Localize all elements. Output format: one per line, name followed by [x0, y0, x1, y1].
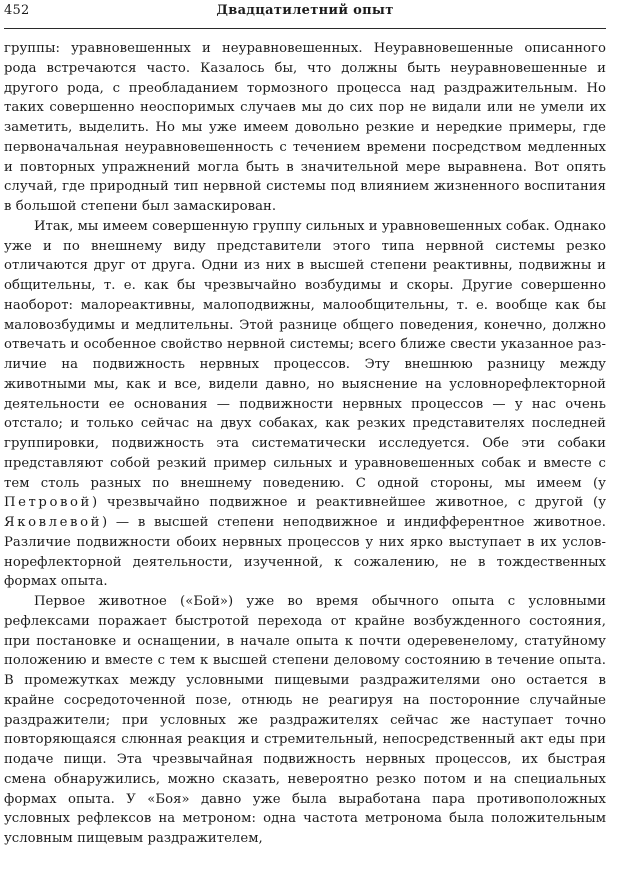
paragraph-text: ) чрезвычайно подвижное и реактивнейшее животное, с другой (у	[91, 495, 606, 511]
body-text	[4, 39, 606, 849]
paragraph-text: Итак, мы имеем совершенную группу сильных и уравновешенных собак. Однако уже и по внешнему виду представители этого типа нервной системы резко отличаются друг от друга. Одни из них в высшей степени реактивны, подвижны и общительны, т. е. как бы чрезвычайно возбудимы и скоры. Другие совершенно наоборот: малореактивны, малоподвижны, малообщительны, т. е. вообще как бы маловозбудимы и медлительны. Этой разнице общего поведения, конечно, должно отвечать и особенное свойство нервной системы; всего ближе свести указанное различие на подвижность нервных процессов. Эту внешнюю разницу между животными мы, как и все, видели давно, но выяснение на условнорефлекторной деятельности ее основания — подвижности нервных процессов — у нас очень отстало; и только сейчас на двух собаках, как резких представителях последней группировки, подвижность эта систематически исследуется. Обе эти собаки представляют собой резкий пример сильных и уравновешенных собак и вместе с тем столь разных по внешнему поведению. С одной стороны, мы имеем (у	[4, 218, 607, 491]
paragraph	[4, 39, 606, 217]
paragraph-text: Первое животное («Бой») уже во время обычного опыта с условными рефлексами поражает быстротой перехода от крайне возбужденного состояния, при постановке и оснащении, в начале опыта к почти одеревенелому, статуйному положению и вместе с тем к высшей степени деловому состоянию в течение опыта. В промежутках между условными пищевыми раздражителями оно остается в крайне сосредоточенной позе, отнюдь не реагируя на посторонние случайные раздражители; при условных же раздражителях сейчас же наступает точно повторяющаяся слюнная реакция и стремительный, непосредственный акт еды при подаче пищи. Эта чрезвычайная подвижность нервных процессов, их быстрая смена обнаружились, можно сказать, невероятно резко потом и на специальных формах опыта. У «Боя» давно уже была выработана пара противоположных условных рефлексов на метроном: одна частота метронома была положительным условным пищевым раздражителем,	[4, 594, 606, 846]
paragraph	[4, 217, 606, 592]
page-number: 452	[4, 3, 30, 18]
running-title: Двадцатилетний опыт	[216, 3, 394, 18]
spaced-name-yakovleva: Яковлевой	[4, 515, 102, 530]
paragraph-text: ) — в высшей степени неподвижное и индифферентное животное. Различие подвижности обоих нервных процессов у них ярко выступает в их условнорефлекторной деятельности, изученной, к сожалению, не в тождественных формах опыта.	[4, 515, 606, 590]
paragraph	[4, 592, 606, 849]
running-header	[4, 0, 606, 29]
spaced-name-petrova: Петровой	[4, 495, 92, 511]
paragraph-text: группы: уравновешенных и неуравновешенных. Неуравновешенные описанного рода встречаются часто. Казалось бы, что должны быть неуравновешенные и другого рода, с преобладанием тормозного процесса над раздражительным. Но таких совершенно неоспоримых случаев мы до сих пор не видали или не умели их заметить, выделить. Но мы уже имеем довольно резкие и нередкие примеры, где первоначальная неуравновешенность с течением времени посредством медленных и повторных упражнений могла быть в значительной мере выравнена. Вот опять случай, где природный тип нервной системы под влиянием жизненного воспитания в большой степени был замаскирован.	[4, 41, 606, 214]
